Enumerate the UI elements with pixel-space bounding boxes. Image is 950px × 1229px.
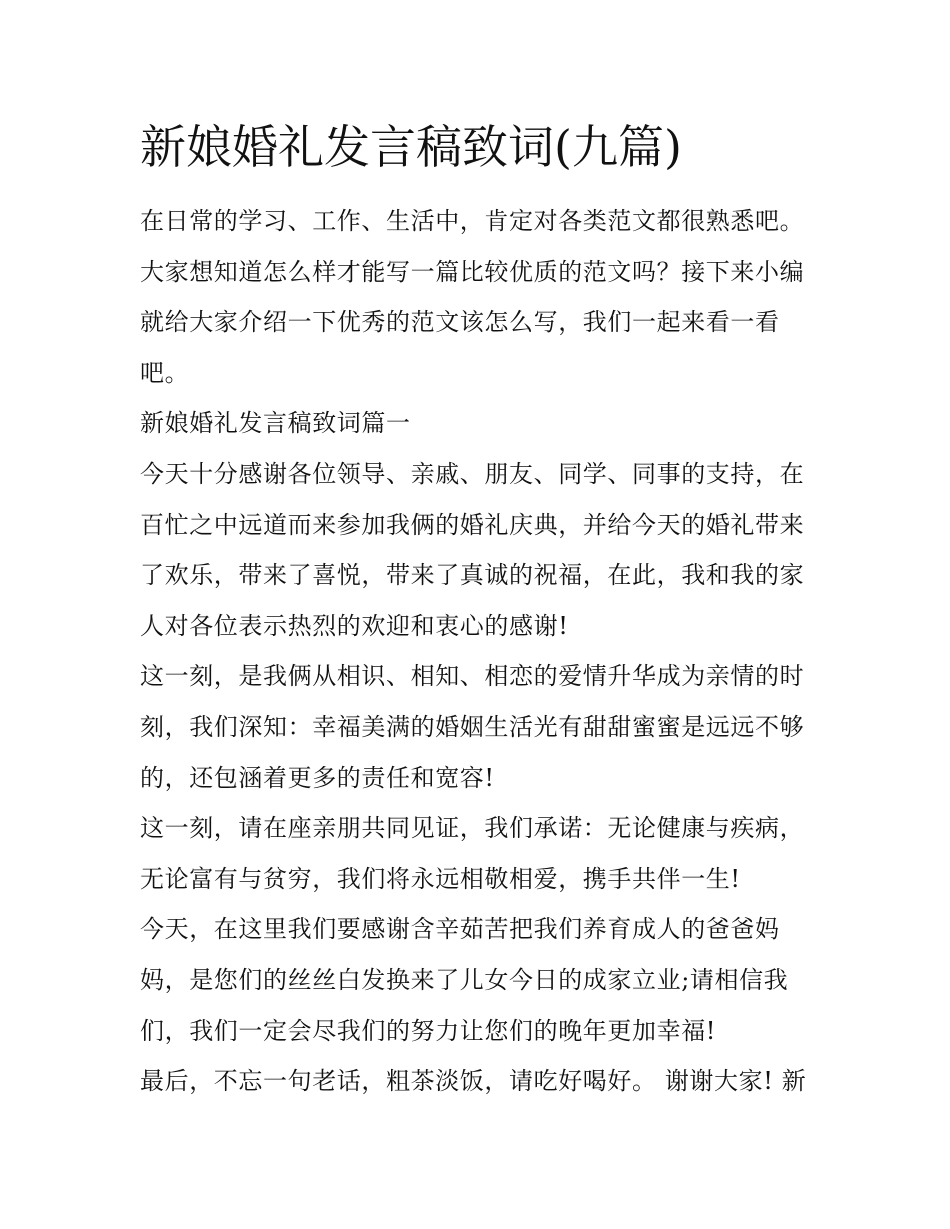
body-line: 在日常的学习、工作、生活中，肯定对各类范文都很熟悉吧。 xyxy=(140,207,805,235)
body-line: 今天，在这里我们要感谢含辛茹苦把我们养育成人的爸爸妈 xyxy=(140,915,780,944)
body-line: 人对各位表示热烈的欢迎和衷心的感谢! xyxy=(140,611,569,640)
body-line: 大家想知道怎么样才能写一篇比较优质的范文吗？接下来小编 xyxy=(140,257,805,286)
body-line: 这一刻，是我俩从相识、相知、相恋的爱情升华成为亲情的时 xyxy=(140,662,805,691)
body-line: 无论富有与贫穷，我们将永远相敬相爱，携手共伴一生! xyxy=(140,864,741,893)
body-line: 们，我们一定会尽我们的努力让您们的晚年更加幸福! xyxy=(140,1016,717,1045)
body-line: 的，还包涵着更多的责任和宽容! xyxy=(140,763,495,792)
body-line: 百忙之中远道而来参加我俩的婚礼庆典，并给今天的婚礼带来 xyxy=(140,510,805,539)
body-line: 这一刻，请在座亲朋共同见证，我们承诺：无论健康与疾病， xyxy=(140,814,805,843)
body-line: 吧。 xyxy=(140,358,190,387)
body-line: 今天十分感谢各位领导、亲戚、朋友、同学、同事的支持，在 xyxy=(140,459,805,488)
body-line: 刻，我们深知：幸福美满的婚姻生活光有甜甜蜜蜜是远远不够 xyxy=(140,712,805,741)
document-title: 新娘婚礼发言稿致词(九篇) xyxy=(140,120,682,174)
document-body xyxy=(140,196,820,1107)
body-line: 了欢乐，带来了喜悦，带来了真诚的祝福，在此，我和我的家 xyxy=(140,561,805,590)
body-line: 妈，是您们的丝丝白发换来了儿女今日的成家立业;请相信我 xyxy=(140,965,789,994)
section-heading: 新娘婚礼发言稿致词篇一 xyxy=(140,409,411,438)
body-line: 最后，不忘一句老话，粗茶淡饭，请吃好喝好。 谢谢大家! 新 xyxy=(140,1067,807,1096)
body-line: 就给大家介绍一下优秀的范文该怎么写，我们一起来看一看 xyxy=(140,308,780,337)
